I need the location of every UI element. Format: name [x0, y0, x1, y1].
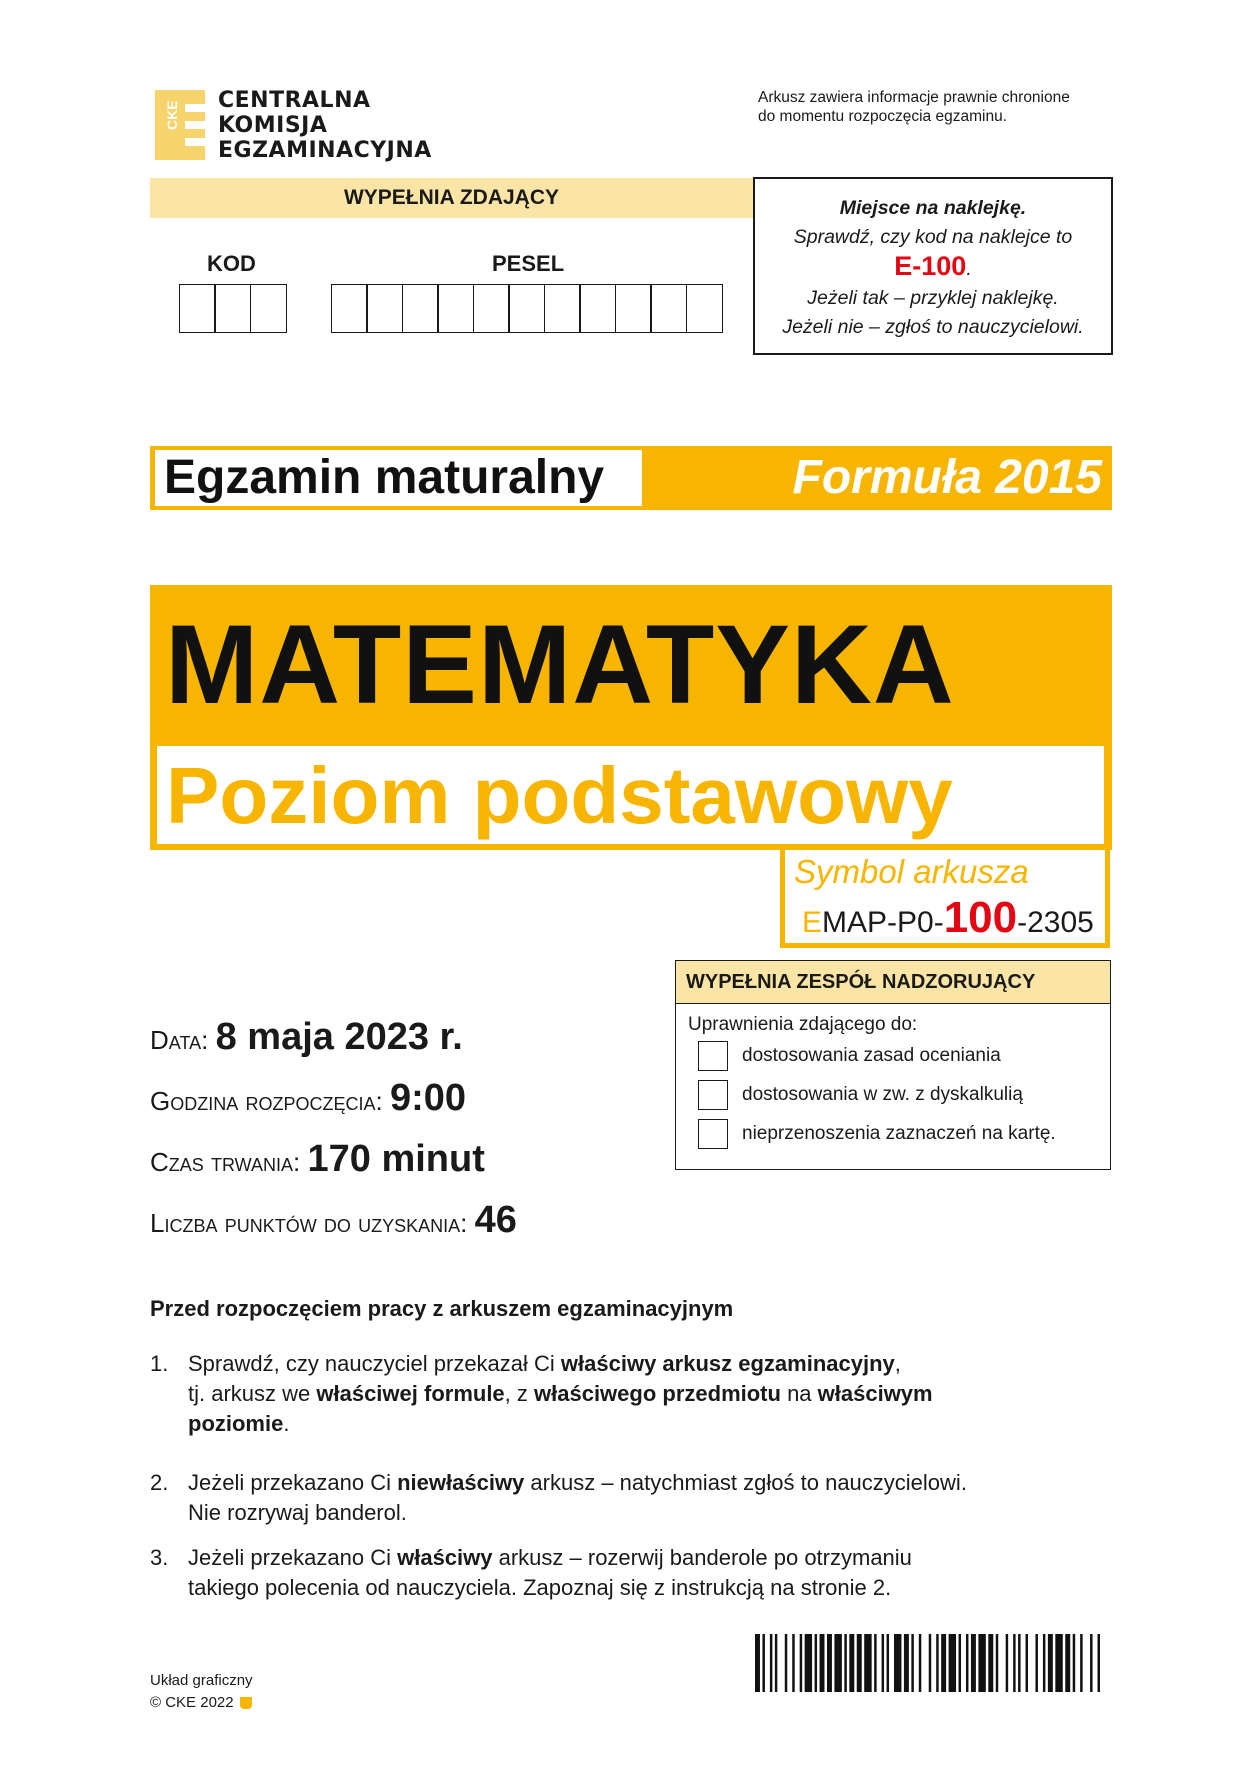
- instruction-item: 2. Jeżeli przekazano Ci niewłaściwy arkusz – natychmiast zgłoś to nauczycielowi. Nie rozrywaj banderol.: [150, 1470, 967, 1525]
- info-points: Liczba punktów do uzyskania: 46: [150, 1199, 517, 1241]
- barcode-bar: [936, 1634, 938, 1692]
- option-label: dostosowania zasad oceniania: [742, 1044, 1001, 1066]
- logo-mark-text: CKE: [164, 100, 180, 130]
- barcode-bar: [929, 1634, 931, 1692]
- symbol-code-num: 100: [943, 893, 1018, 942]
- instruction-item: 1. Sprawdź, czy nauczyciel przekazał Ci właściwy arkusz egzaminacyjny, tj. arkusz we właściwej formule, z właściwego przedmiotu na właściwym poziomie.: [150, 1351, 933, 1436]
- instruction-number: 1.: [150, 1351, 169, 1376]
- barcode-bar: [1006, 1634, 1008, 1692]
- barcode: [755, 1634, 1100, 1692]
- barcode-bar: [996, 1634, 998, 1692]
- points-value: 46: [474, 1199, 517, 1241]
- pesel-digit-box[interactable]: [331, 284, 368, 333]
- barcode-bar: [857, 1634, 862, 1692]
- barcode-bar: [849, 1634, 854, 1692]
- symbol-code-e: E: [802, 906, 823, 939]
- kod-digit-box[interactable]: [214, 284, 251, 333]
- pesel-digit-box[interactable]: [615, 284, 652, 333]
- footer-line-1: Układ graficzny: [150, 1672, 253, 1689]
- barcode-bar: [1026, 1634, 1028, 1692]
- barcode-bar: [1013, 1634, 1015, 1692]
- barcode-bar: [785, 1634, 787, 1692]
- start-value: 9:00: [389, 1077, 466, 1119]
- points-label: Liczba punktów do uzyskania: [150, 1208, 461, 1238]
- option-checkbox[interactable]: [698, 1080, 728, 1110]
- sticker-line-1: Miejsce na naklejkę.: [839, 197, 1027, 219]
- supervisor-heading: WYPEŁNIA ZESPÓŁ NADZORUJĄCY: [676, 961, 1110, 1004]
- barcode-bar: [971, 1634, 976, 1692]
- barcode-bar: [941, 1634, 946, 1692]
- symbol-code-suffix: -2305: [1017, 906, 1094, 939]
- subject-title: MATEMATYKA: [165, 602, 955, 727]
- barcode-bar: [1080, 1634, 1082, 1692]
- barcode-bar: [1055, 1634, 1062, 1692]
- pesel-digit-box[interactable]: [437, 284, 474, 333]
- instruction-number: 2.: [150, 1470, 169, 1495]
- supervisor-intro: Uprawnienia zdającego do:: [688, 1014, 918, 1035]
- notice-line-1: Arkusz zawiera informacje prawnie chronione: [758, 89, 1070, 106]
- supervisor-option[interactable]: [698, 1114, 1110, 1153]
- barcode-bar: [1048, 1634, 1053, 1692]
- symbol-code: [802, 893, 1094, 948]
- pesel-digit-box[interactable]: [508, 284, 545, 333]
- symbol-code-prefix: MAP-P0-: [822, 906, 944, 939]
- kod-label: KOD: [207, 251, 256, 276]
- logo-line-3: EGZAMINACYJNA: [218, 138, 432, 163]
- pesel-digit-box[interactable]: [579, 284, 616, 333]
- kod-input-boxes[interactable]: [180, 284, 287, 333]
- pesel-digit-box[interactable]: [366, 284, 403, 333]
- barcode-bar: [911, 1634, 913, 1692]
- barcode-bar: [966, 1634, 968, 1692]
- barcode-bar: [762, 1634, 764, 1692]
- notice-line-2: do momentu rozpoczęcia egzaminu.: [758, 108, 1007, 125]
- cke-logo-mark: [155, 90, 205, 160]
- barcode-bar: [815, 1634, 817, 1692]
- barcode-bar: [755, 1634, 760, 1692]
- barcode-bar: [775, 1634, 777, 1692]
- logo-line-1: CENTRALNA: [218, 88, 371, 113]
- candidate-heading: WYPEŁNIA ZDAJĄCY: [150, 178, 753, 218]
- barcode-bar: [1098, 1634, 1100, 1692]
- pesel-digit-box[interactable]: [402, 284, 439, 333]
- instruction-number: 3.: [150, 1545, 169, 1570]
- info-duration: Czas trwania: 170 minut: [150, 1138, 485, 1180]
- cke-logo-text: [218, 88, 432, 163]
- barcode-bar: [1043, 1634, 1045, 1692]
- start-label: Godzina rozpoczęcia: [150, 1086, 376, 1116]
- barcode-bar: [904, 1634, 909, 1692]
- barcode-bar: [919, 1634, 921, 1692]
- barcode-bar: [792, 1634, 794, 1692]
- instructions-heading: Przed rozpoczęciem pracy z arkuszem egzaminacyjnym: [150, 1296, 734, 1321]
- subject-level: Poziom podstawowy: [166, 751, 953, 840]
- sticker-area: [753, 177, 1113, 355]
- barcode-bar: [834, 1634, 841, 1692]
- instruction-item: 3. Jeżeli przekazano Ci właściwy arkusz – rozerwij banderole po otrzymaniu takiego polecenia od nauczyciela. Zapoznaj się z instrukcją na stronie 2.: [150, 1545, 912, 1600]
- sticker-line-4: Jeżeli tak – przyklej naklejkę.: [807, 287, 1059, 309]
- barcode-bar: [959, 1634, 961, 1692]
- supervisor-option[interactable]: [698, 1075, 1110, 1114]
- barcode-bar: [805, 1634, 812, 1692]
- date-label: Data: [150, 1025, 202, 1055]
- kod-digit-box[interactable]: [179, 284, 216, 333]
- duration-value: 170 minut: [307, 1138, 485, 1180]
- barcode-bar: [988, 1634, 993, 1692]
- barcode-bar: [800, 1634, 802, 1692]
- pesel-digit-box[interactable]: [650, 284, 687, 333]
- symbol-label: Symbol arkusza: [794, 853, 1029, 890]
- barcode-bar: [1065, 1634, 1070, 1692]
- barcode-bar: [949, 1634, 956, 1692]
- footer: [150, 1670, 253, 1714]
- barcode-bar: [770, 1634, 772, 1692]
- option-checkbox[interactable]: [698, 1041, 728, 1071]
- logo-line-2: KOMISJA: [218, 113, 328, 138]
- info-date: Data: 8 maja 2023 r.: [150, 1016, 463, 1058]
- pesel-digit-box[interactable]: [544, 284, 581, 333]
- barcode-bar: [978, 1634, 985, 1692]
- barcode-bar: [1090, 1634, 1092, 1692]
- pesel-label: PESEL: [492, 251, 565, 276]
- pesel-input-boxes[interactable]: [332, 284, 723, 333]
- option-checkbox[interactable]: [698, 1119, 728, 1149]
- footer-line-2: © CKE 2022: [150, 1694, 234, 1711]
- option-label: dostosowania w zw. z dyskalkulią: [742, 1083, 1023, 1105]
- supervisor-option[interactable]: [698, 1036, 1110, 1075]
- barcode-bar: [894, 1634, 901, 1692]
- barcode-bar: [887, 1634, 889, 1692]
- barcode-bar: [844, 1634, 846, 1692]
- cke-mug-icon: [240, 1697, 252, 1709]
- duration-label: Czas trwania: [150, 1147, 294, 1177]
- date-value: 8 maja 2023 r.: [215, 1016, 463, 1058]
- pesel-digit-box[interactable]: [686, 284, 723, 333]
- exam-title: Egzamin maturalny: [164, 451, 605, 504]
- barcode-bar: [864, 1634, 871, 1692]
- kod-digit-box[interactable]: [250, 284, 287, 333]
- barcode-bar: [874, 1634, 876, 1692]
- barcode-bar: [820, 1634, 825, 1692]
- sticker-line-5: Jeżeli nie – zgłoś to nauczycielowi.: [782, 316, 1084, 338]
- barcode-bar: [882, 1634, 884, 1692]
- barcode-bar: [1073, 1634, 1075, 1692]
- supervisor-box: [675, 960, 1111, 1170]
- barcode-bar: [1018, 1634, 1020, 1692]
- sticker-code: E-100: [894, 251, 967, 281]
- sticker-line-2: Sprawdź, czy kod na naklejce to: [793, 226, 1073, 248]
- sticker-code-suffix: .: [966, 258, 972, 280]
- pesel-digit-box[interactable]: [473, 284, 510, 333]
- barcode-bar: [827, 1634, 832, 1692]
- exam-formula: Formuła 2015: [792, 451, 1102, 504]
- legal-notice: [758, 88, 1070, 126]
- option-label: nieprzenoszenia zaznaczeń na kartę.: [742, 1122, 1056, 1144]
- info-start: Godzina rozpoczęcia: 9:00: [150, 1077, 466, 1119]
- barcode-bar: [1035, 1634, 1037, 1692]
